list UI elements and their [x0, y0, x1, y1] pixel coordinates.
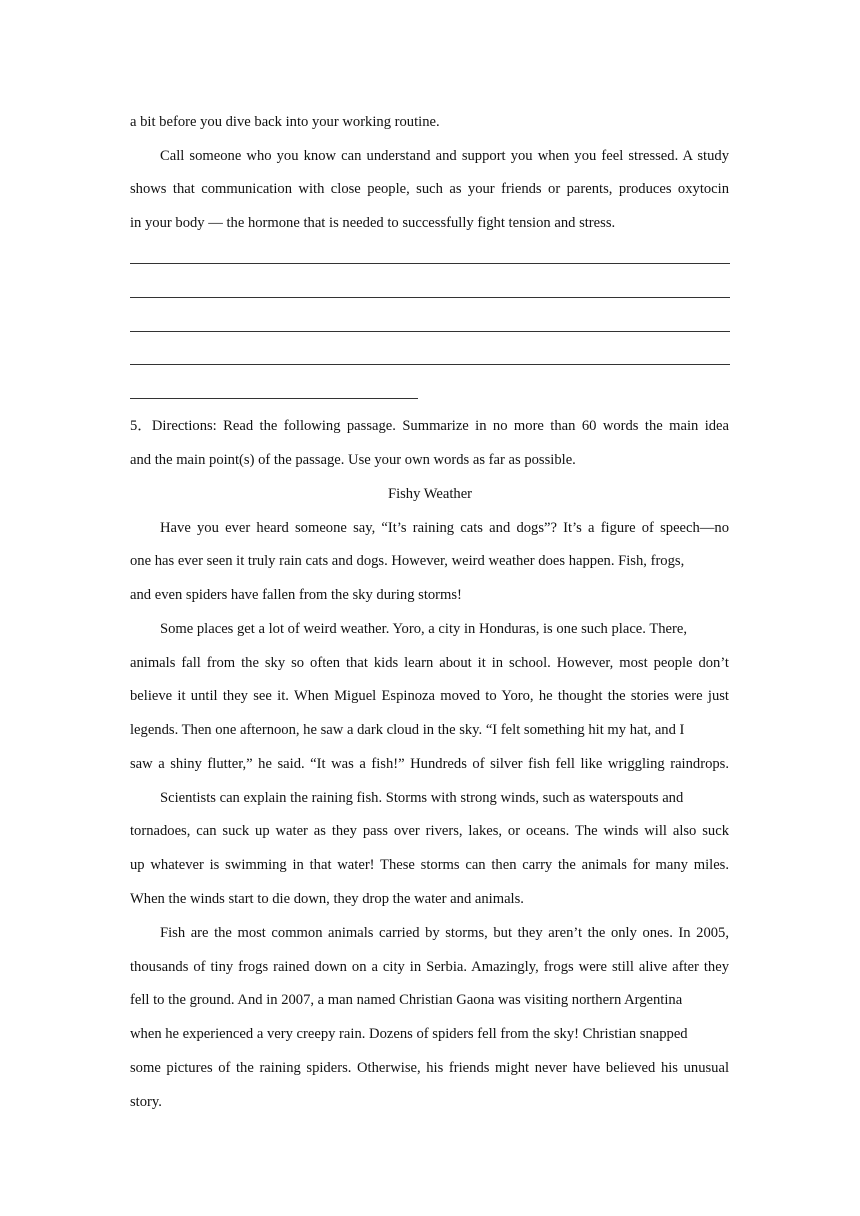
answer-line [130, 331, 730, 332]
passage-line: When the winds start to die down, they drop the water and animals. [130, 891, 524, 907]
passage-line: when he experienced a very creepy rain. Dozens of spiders fell from the sky! Christian snapped [130, 1026, 688, 1042]
passage-line: saw a shiny flutter,” he said. “It was a fish!” Hundreds of silver fish fell like wriggling raindrops. [130, 756, 729, 772]
answer-line [130, 398, 418, 399]
paragraph-line: in your body — the hormone that is needed to successfully fight tension and stress. [130, 215, 616, 231]
question-directions-line: and the main point(s) of the passage. Use your own words as far as possible. [130, 452, 576, 468]
passage-line: Some places get a lot of weird weather. Yoro, a city in Honduras, is one such place. There, [160, 621, 687, 637]
passage-line: Scientists can explain the raining fish. Storms with strong winds, such as waterspouts and [160, 790, 684, 806]
passage-line: tornadoes, can suck up water as they pass over rivers, lakes, or oceans. The winds will also suck [130, 823, 729, 839]
passage-line: Fish are the most common animals carried by storms, but they aren’t the only ones. In 2005, [160, 925, 729, 941]
passage-line: thousands of tiny frogs rained down on a city in Serbia. Amazingly, frogs were still alive after they [130, 959, 729, 975]
answer-line [130, 263, 730, 264]
passage-line: some pictures of the raining spiders. Otherwise, his friends might never have believed his unusual [130, 1060, 729, 1076]
passage-line: up whatever is swimming in that water! These storms can then carry the animals for many miles. [130, 857, 729, 873]
answer-line [130, 297, 730, 298]
passage-title: Fishy Weather [387, 486, 473, 502]
passage-line: fell to the ground. And in 2007, a man named Christian Gaona was visiting northern Argentina [130, 992, 683, 1008]
passage-line: Have you ever heard someone say, “It’s raining cats and dogs”? It’s a figure of speech—no [160, 520, 729, 536]
answer-line [130, 364, 730, 365]
passage-line: and even spiders have fallen from the sky during storms! [130, 587, 462, 603]
passage-line: story. [130, 1094, 162, 1110]
passage-line: one has ever seen it truly rain cats and dogs. However, weird weather does happen. Fish, frogs, [130, 553, 685, 569]
passage-line: legends. Then one afternoon, he saw a dark cloud in the sky. “I felt something hit my hat, and I [130, 722, 685, 738]
question-directions-line: 5．Directions: Read the following passage. Summarize in no more than 60 words the main idea [130, 418, 729, 434]
paragraph-line: shows that communication with close people, such as your friends or parents, produces oxytocin [130, 181, 729, 197]
paragraph-line: Call someone who you know can understand and support you when you feel stressed. A study [160, 148, 729, 164]
paragraph-line: a bit before you dive back into your working routine. [130, 114, 440, 130]
passage-line: animals fall from the sky so often that kids learn about it in school. However, most people don’t [130, 655, 729, 671]
passage-line: believe it until they see it. When Miguel Espinoza moved to Yoro, he thought the stories were just [130, 688, 729, 704]
